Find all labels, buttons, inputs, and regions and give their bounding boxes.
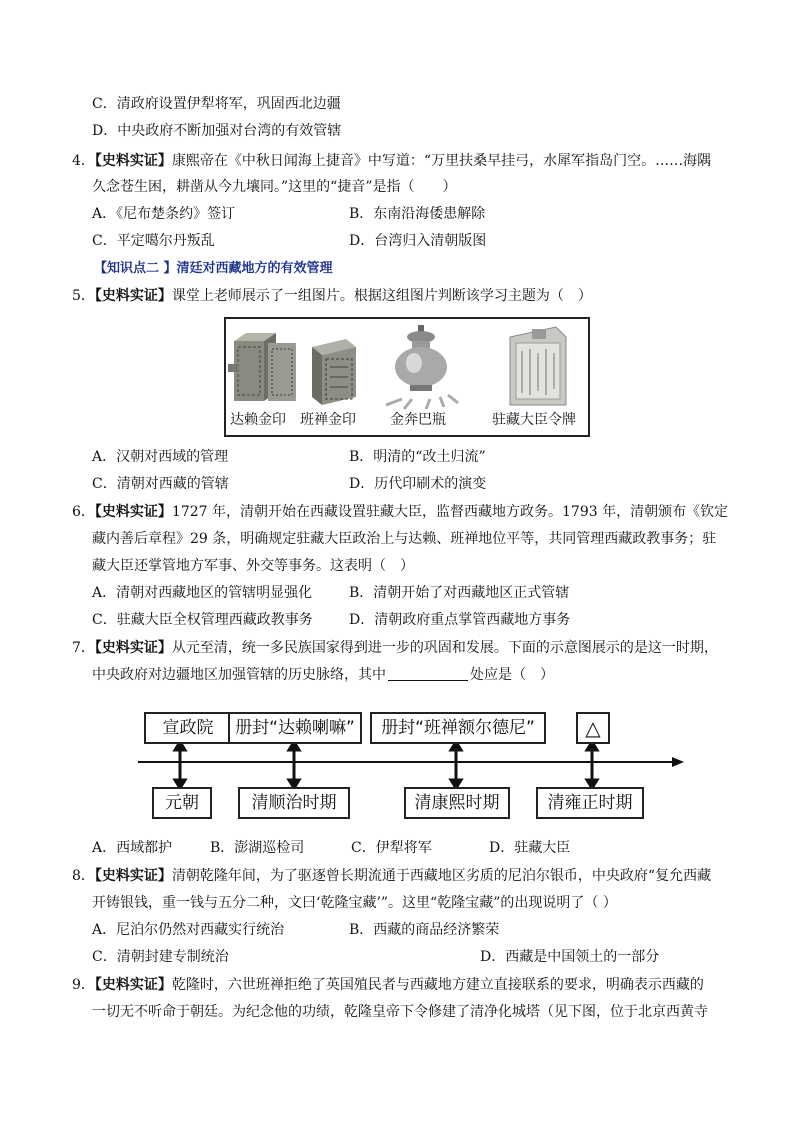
timeline-bottom-box: 清康熙时期: [404, 787, 510, 819]
q7-option-a: A．西域都护: [92, 840, 173, 856]
amban-order-plate-image: [510, 327, 566, 405]
q7-option-c: C．伊犁将军: [351, 840, 432, 856]
question-8-line-2: 开铸银钱，重一钱与五分二种，文曰‘乾隆宝藏’”。这里“乾隆宝藏”的出现说明了（ ）: [92, 895, 617, 911]
photo-caption: 金奔巴瓶: [390, 412, 446, 428]
timeline-top-box: 宣政院: [144, 712, 232, 744]
photo-caption: 达赖金印: [230, 412, 286, 428]
question-text: 清朝乾隆年间，为了驱逐曾长期流通于西藏地区劣质的尼泊尔银币，中央政府“复允西藏: [171, 868, 712, 884]
q8-option-a: A．尼泊尔仍然对西藏实行统治: [92, 922, 285, 938]
artifact-photo-panel: [224, 317, 590, 437]
q4-option-c: C．平定噶尔丹叛乱: [92, 233, 215, 249]
q7-option-b: B．澎湖巡检司: [210, 840, 305, 856]
q4-option-d: D．台湾归入清朝版图: [349, 233, 487, 249]
photo-caption: 班禅金印: [300, 412, 356, 428]
question-tag: 【史料实证】: [94, 977, 172, 993]
question-tag: 【史料实证】: [94, 153, 172, 169]
question-4-line-2: 久念苍生困，耕凿从今九壤同。”这里的“捷音”是指（ ）: [92, 179, 457, 195]
q6-option-b: B．清朝开始了对西藏地区正式管辖: [349, 585, 570, 601]
q8-option-c: C．清朝封建专制统治: [92, 949, 229, 965]
knowledge-point-heading: 【知识点二 】清廷对西藏地方的有效管理: [94, 261, 333, 276]
question-tag: 【史料实证】: [94, 640, 172, 656]
timeline-bottom-box: 清顺治时期: [238, 787, 350, 819]
question-number: 8．: [72, 868, 95, 884]
question-tag: 【史料实证】: [94, 288, 172, 304]
q8-option-b: B．西藏的商品经济繁荣: [349, 922, 500, 938]
question-4-line-1: [72, 151, 711, 171]
question-tag: 【史料实证】: [94, 504, 172, 520]
question-8-line-1: [72, 866, 711, 886]
question-text: 从元至清，统一多民族国家得到进一步的巩固和发展。下面的示意图展示的是这一时期，: [171, 640, 718, 656]
q5-option-b: B．明清的“改土归流”: [349, 449, 486, 465]
question-number: 5．: [72, 288, 95, 304]
q6-option-c: C．驻藏大臣全权管理西藏政教事务: [92, 612, 313, 628]
question-9-line-1: [72, 975, 704, 995]
answer-blank: [388, 666, 468, 681]
panchen-gold-seal-image: [312, 339, 356, 405]
q6-option-d: D．清朝政府重点掌管西藏地方事务: [349, 612, 571, 628]
question-number: 9．: [72, 977, 95, 993]
question-tag: 【史料实证】: [94, 868, 172, 884]
photo-caption: 驻藏大臣令牌: [492, 412, 576, 428]
question-text: 康熙帝在《中秋日闻海上捷音》中写道：“万里扶桑早挂弓，水犀军指岛门空。……海隅: [171, 153, 712, 169]
question-text: 1727 年，清朝开始在西藏设置驻藏大臣，监督西藏地方政务。1793 年，清朝颁布《钦定: [171, 504, 729, 520]
question-5-line-1: [72, 286, 592, 306]
q5-option-c: C．清朝对西藏的管辖: [92, 476, 229, 492]
question-text: 乾隆时，六世班禅拒绝了英国殖民者与西藏地方建立直接联系的要求，明确表示西藏的: [171, 977, 704, 993]
q8-option-d: D．西藏是中国领土的一部分: [480, 949, 660, 965]
dalai-gold-seal-image-2: [268, 343, 296, 401]
timeline-top-box: 册封“达赖喇嘛”: [228, 712, 362, 744]
question-text: 处应是（ ）: [470, 667, 554, 683]
q7-option-d: D．驻藏大臣: [489, 840, 571, 856]
q3-option-d: D．中央政府不断加强对台湾的有效管辖: [92, 123, 342, 139]
question-text: 课堂上老师展示了一组图片。根据这组图片判断该学习主题为（ ）: [171, 288, 592, 304]
q5-option-d: D．历代印刷术的演变: [349, 476, 487, 492]
question-text: 中央政府对边疆地区加强管辖的历史脉络，其中: [92, 667, 386, 683]
q4-option-b: B．东南沿海倭患解除: [349, 206, 486, 222]
question-6-line-2: 藏内善后章程》29 条，明确规定驻藏大臣政治上与达赖、班禅地位平等，共同管理西藏政教事务；驻: [92, 531, 717, 547]
question-6-line-3: 藏大臣还掌管地方军事、外交等事务。这表明（ ）: [92, 558, 414, 574]
golden-urn-image: [386, 325, 458, 409]
question-6-line-1: [72, 502, 728, 522]
q6-option-a: A．清朝对西藏地区的管辖明显强化: [92, 585, 313, 601]
question-number: 4．: [72, 153, 95, 169]
question-7-line-1: [72, 638, 718, 658]
timeline-top-box: 册封“班禅额尔德尼”: [370, 712, 546, 744]
timeline-bottom-box: 清雍正时期: [536, 787, 644, 819]
question-7-line-2: [92, 665, 554, 685]
q4-option-a: A．《尼布楚条约》签订: [92, 206, 236, 222]
question-number: 7．: [72, 640, 95, 656]
q3-option-c: C．清政府设置伊犁将军，巩固西北边疆: [92, 96, 341, 112]
question-number: 6．: [72, 504, 95, 520]
timeline-bottom-box: 元朝: [152, 787, 212, 819]
q5-option-a: A．汉朝对西域的管理: [92, 449, 229, 465]
timeline-unknown-box: △: [576, 712, 610, 744]
question-9-line-2: 一切无不听命于朝廷。为纪念他的功绩，乾隆皇帝下令修建了清净化城塔（见下图，位于北京西黄寺: [92, 1004, 708, 1020]
